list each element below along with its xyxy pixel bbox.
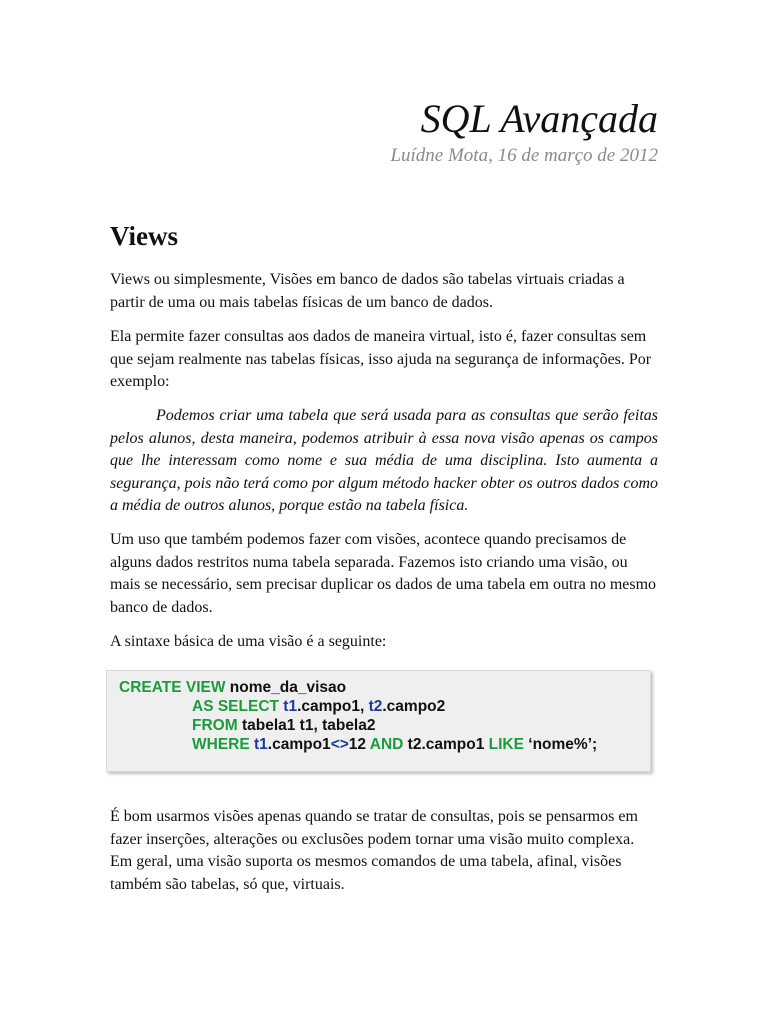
code-keyword: FROM — [192, 717, 238, 734]
code-line-1 — [119, 678, 346, 697]
quote-text: Podemos criar uma tabela que será usada para as consultas que serão feitas pelos alunos, desta maneira, podemos atribuir à essa nova visão apenas os campos que lhe interessam como nome e sua média de uma disciplina. Isto aumenta a segurança, pois não terá como por algum método hacker obter os outros dados como a média de outros alunos, porque estão na tabela física. — [110, 407, 658, 514]
section-heading: Views — [110, 221, 178, 251]
code-keyword: AND — [369, 736, 404, 753]
code-operator: <> — [330, 736, 349, 753]
code-alias: t2 — [368, 698, 383, 715]
code-block — [106, 670, 651, 772]
code-text: 12 — [348, 736, 370, 753]
code-line-4 — [192, 735, 597, 754]
code-alias: t1 — [278, 698, 298, 715]
code-keyword: WHERE — [192, 736, 250, 753]
paragraph-2: Ela permite fazer consultas aos dados de maneira virtual, isto é, fazer consultas sem que sejam realmente nas tabelas físicas, isso ajuda na segurança de informações. Por exemplo: — [110, 328, 652, 390]
code-text: nome_da_visao — [225, 679, 347, 696]
code-string: ‘nome%’; — [523, 736, 598, 753]
code-keyword: LIKE — [488, 736, 524, 753]
code-text: .campo1, — [297, 698, 369, 715]
code-line-2 — [192, 697, 445, 716]
code-text: t2.campo1 — [403, 736, 489, 753]
paragraph-3: Um uso que também podemos fazer com visões, acontece quando precisamos de alguns dados restritos numa tabela separada. Fazemos isto criando uma visão, ou mais se necessário, sem precisar duplicar os dados de uma tabela em outra no mesmo banco de dados. — [110, 531, 657, 616]
paragraph-1: Views ou simplesmente, Visões em banco de dados são tabelas virtuais criadas a partir de uma ou mais tabelas físicas de um banco de dados. — [110, 271, 625, 311]
code-keyword: AS SELECT — [192, 698, 279, 715]
paragraph-4: A sintaxe básica de uma visão é a seguinte: — [110, 633, 387, 650]
code-keyword: CREATE VIEW — [119, 679, 226, 696]
code-text: .campo2 — [382, 698, 446, 715]
code-alias: t1 — [249, 736, 268, 753]
paragraph-5: É bom usarmos visões apenas quando se tratar de consultas, pois se pensarmos em fazer inserções, alterações ou exclusões podem tornar uma visão muito complexa. Em geral, uma visão suporta os mesmos comandos de uma tabela, afinal, visões também são tabelas, só que, virtuais. — [110, 808, 638, 893]
example-quote — [110, 405, 658, 518]
code-text: tabela1 t1, tabela2 — [237, 717, 376, 734]
document-title: SQL Avançada — [420, 96, 658, 141]
code-line-3 — [192, 716, 375, 735]
document-subtitle: Luídne Mota, 16 de março de 2012 — [390, 145, 658, 166]
code-text: .campo1 — [267, 736, 331, 753]
